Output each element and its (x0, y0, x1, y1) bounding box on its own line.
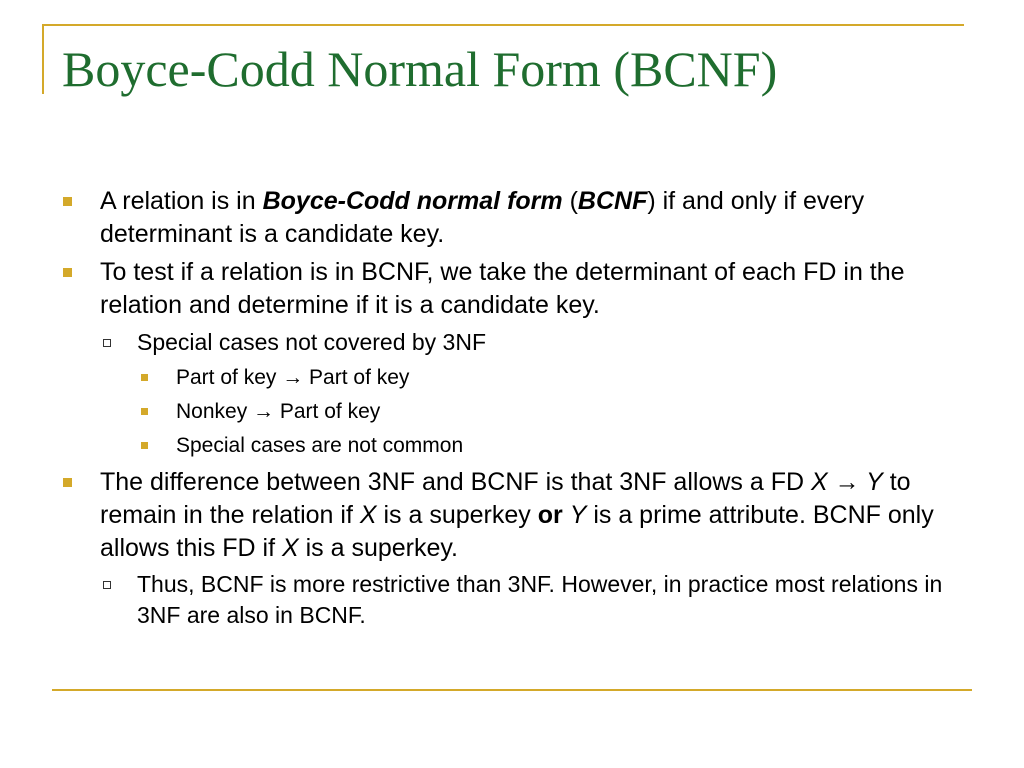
subsubbullet-part-of-key: Part of key → Part of key (176, 361, 936, 394)
hollow-square-bullet-icon (103, 339, 111, 347)
frame-bottom-line (52, 689, 972, 691)
term-bcnf-abbr: BCNF (577, 187, 648, 215)
frame-left-line (42, 24, 44, 94)
hollow-square-bullet-icon (103, 581, 111, 589)
bullet-3nf-vs-bcnf: The difference between 3NF and BCNF is that 3NF allows a FD X → Y to remain in the relation if X is a superkey or Y is a prime attribute. BCNF only allows this FD if X is a superkey. (100, 466, 960, 565)
square-bullet-icon (141, 408, 148, 415)
slide-title: Boyce-Codd Normal Form (BCNF) (62, 41, 778, 97)
subsubbullet-not-common: Special cases are not common (176, 429, 936, 462)
bullet-bcnf-definition: A relation is in Boyce-Codd normal form (BCNF) if and only if every determinant is a candidate key. (100, 185, 960, 251)
subbullet-bcnf-restrictive: Thus, BCNF is more restrictive than 3NF. However, in practice most relations in 3NF are also in BCNF. (137, 569, 957, 631)
term-bcnf-full: Boyce-Codd normal form (262, 187, 563, 215)
subsubbullet-nonkey: Nonkey → Part of key (176, 395, 936, 428)
subbullet-special-cases: Special cases not covered by 3NF (137, 327, 957, 358)
square-bullet-icon (141, 442, 148, 449)
square-bullet-icon (63, 197, 72, 206)
square-bullet-icon (63, 268, 72, 277)
square-bullet-icon (141, 374, 148, 381)
frame-top-line (42, 24, 964, 26)
bullet-bcnf-test: To test if a relation is in BCNF, we take the determinant of each FD in the relation and determine if it is a candidate key. (100, 256, 960, 322)
square-bullet-icon (63, 478, 72, 487)
